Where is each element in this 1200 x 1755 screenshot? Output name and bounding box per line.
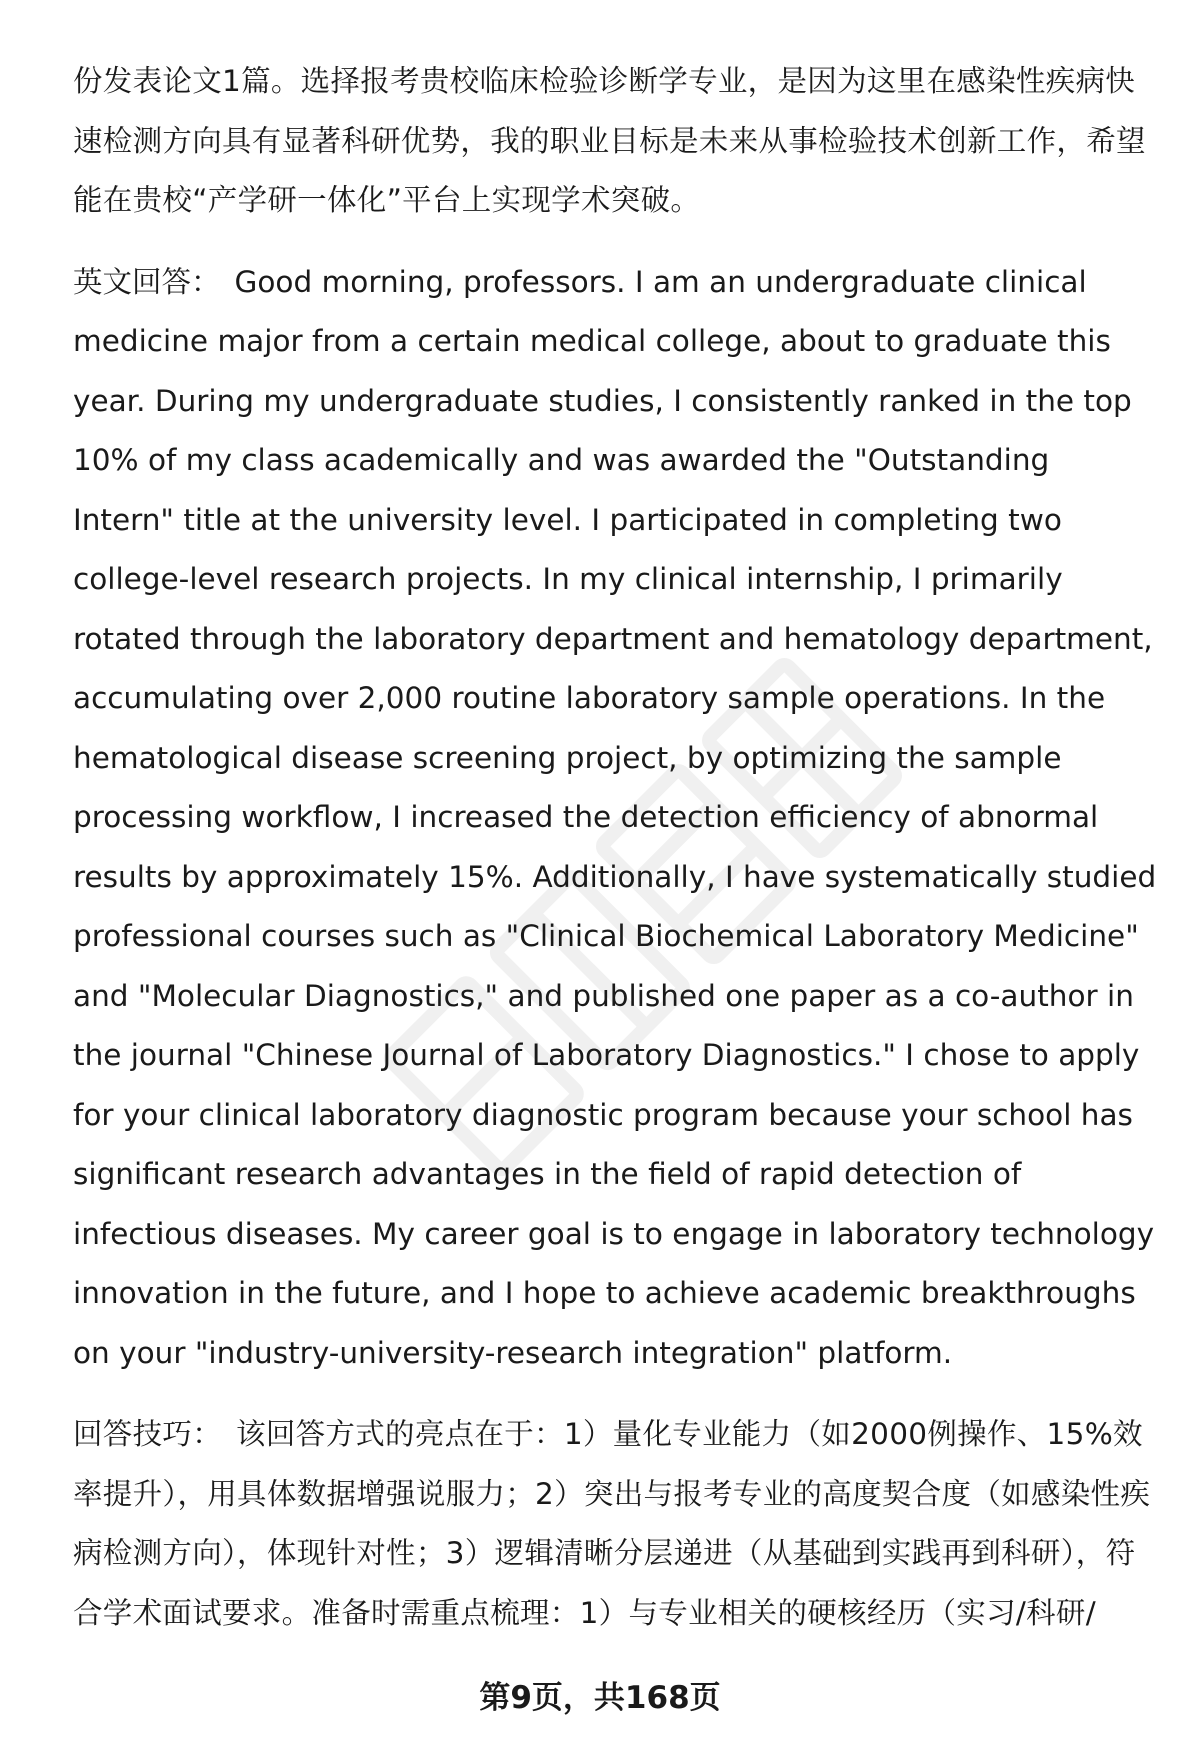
paragraph-chinese-continuation: 份发表论文1篇。选择报考贵校临床检验诊断学专业，是因为这里在感染性疾病快速检测方向具有显著科研优势，我的职业目标是未来从事检验技术创新工作，希望能在贵校“产学研一体化”平台上实现学术突破。 [73,64,1146,217]
page-number-footer: 第9页，共168页 [479,1680,721,1716]
answer-tips-text: 该回答方式的亮点在于：1）量化专业能力（如2000例操作、15%效率提升），用具体数据增强说服力；2）突出与报考专业的高度契合度（如感染性疾病检测方向），体现针对性；3）逻辑清晰分层递进（从基础到实践再到科研），符合学术面试要求。准备时需重点梳理：1）与专业相关的硬核经历（实习/科研/ [73,1417,1151,1630]
english-answer-text: Good morning, professors. I am an undergraduate clinical medicine major from a certain medical college, about to graduate this year. During my undergraduate studies, I consistently ranked in the top 10% of my class academically and was awarded the "Outstanding Intern" title at the university level. I participated in completing two college-level research projects. In my clinical internship, I primarily rotated through the laboratory department and hematology department, accumulating over 2,000 routine laboratory sample operations. In the hematological disease screening project, by optimizing the sample processing workflow, I increased the detection efficiency of abnormal results by approximately 15%. Additionally, I have systematically studied professional courses such as "Clinical Biochemical Laboratory Medicine" and "Molecular Diagnostics," and published one paper as a co-author in the journal "Chinese Journal of Laboratory Diagnostics." I chose to apply for your clinical laboratory diagnostic program because your school has significant research advantages in the field of rapid detection of infectious diseases. My career goal is to engage in laboratory technology innovation in the future, and I hope to achieve academic breakthroughs on your "industry-university-research integration" platform. [73,264,1157,1370]
document-body [73,52,1158,1643]
paragraph-answer-tips [73,1405,1158,1643]
paragraph-english-answer [73,253,1158,1384]
answer-tips-label: 回答技巧： [73,1417,223,1451]
english-answer-label: 英文回答： [73,264,221,299]
